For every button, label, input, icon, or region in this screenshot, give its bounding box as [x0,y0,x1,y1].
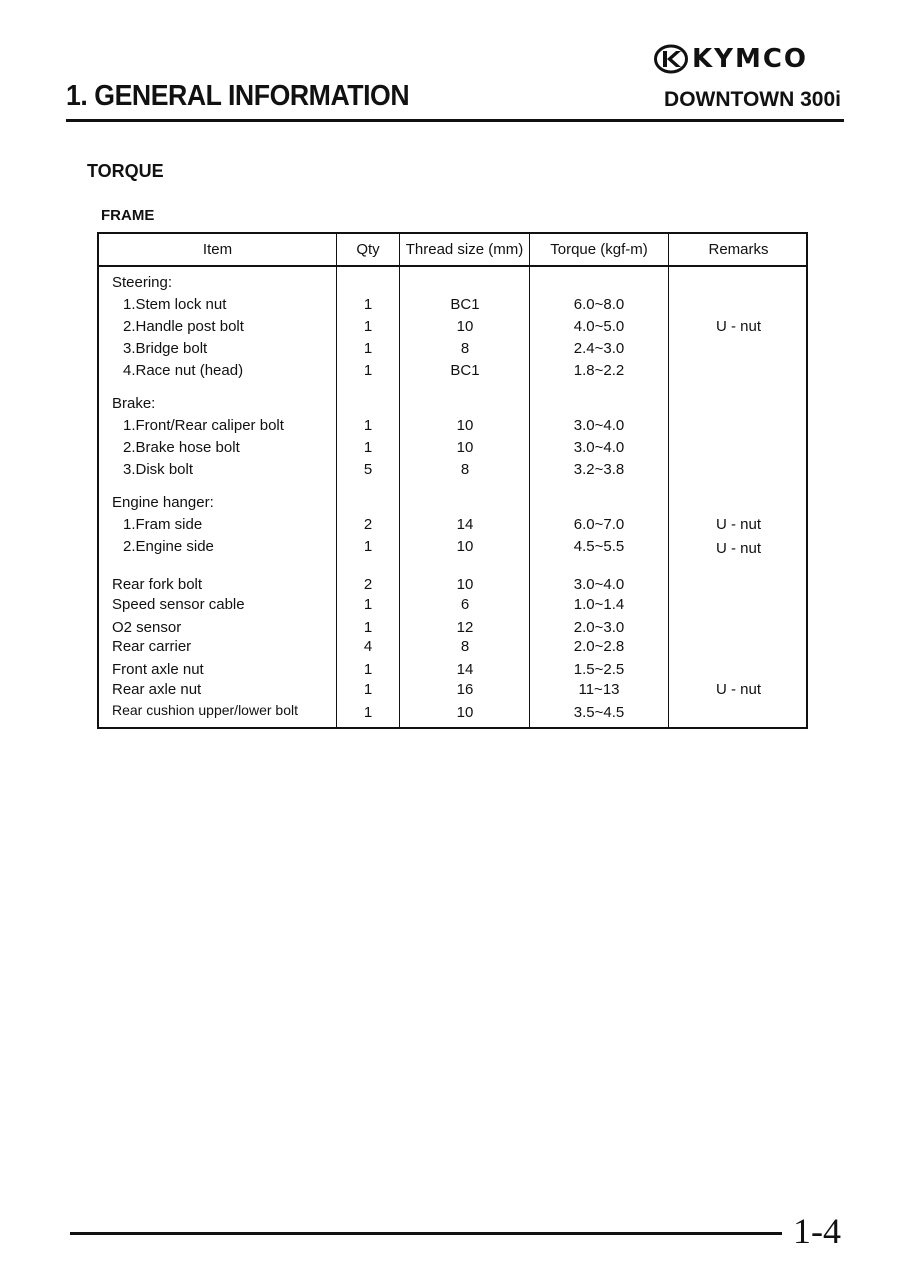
column-header-qty: Qty [356,241,380,258]
brand-name: KYMCO [692,44,809,74]
table-cell-remarks: U - nut [715,516,761,533]
column-header-thread-size: Thread size (mm) [405,241,524,258]
table-cell-torque: 6.0~8.0 [573,296,625,313]
table-cell-thread: BC1 [450,296,480,313]
column-header-item: Item [202,241,233,258]
table-cell-thread: 10 [456,439,474,456]
table-cell-qty: 1 [363,340,373,357]
table-cell-torque: 3.0~4.0 [573,417,625,434]
table-cell-thread: 12 [456,619,474,636]
table-cell-qty: 2 [363,576,373,593]
table-cell-item: Rear fork bolt [112,576,203,593]
column-header-torque: Torque (kgf-m) [550,241,648,258]
table-cell-torque: 2.4~3.0 [573,340,625,357]
chapter-title: 1. GENERAL INFORMATION [66,80,410,112]
brand-logo [654,42,844,76]
table-cell-torque: 1.0~1.4 [573,596,625,613]
table-cell-item: Front axle nut [112,661,204,678]
table-cell-qty: 1 [363,318,373,335]
table-cell-torque: 3.0~4.0 [573,439,625,456]
table-cell-torque: 2.0~3.0 [573,619,625,636]
table-cell-item: Rear axle nut [112,681,202,698]
model-name: DOWNTOWN 300i [664,88,841,111]
table-cell-qty: 4 [363,638,373,655]
table-cell-item: 3.Disk bolt [123,461,194,478]
table-cell-torque: 11~13 [578,681,620,698]
column-header-remarks: Remarks [708,241,769,258]
table-cell-remarks: U - nut [715,540,761,557]
table-cell-qty: 1 [363,619,373,636]
group-label-steering: Steering: [112,274,173,291]
table-cell-item: 2.Brake hose bolt [123,439,240,456]
table-cell-torque: 4.5~5.5 [573,538,625,555]
table-cell-qty: 1 [363,439,373,456]
section-title: TORQUE [87,161,164,181]
table-cell-item: 1.Fram side [123,516,203,533]
table-cell-torque: 4.0~5.0 [573,318,625,335]
table-cell-torque: 1.5~2.5 [573,661,625,678]
table-cell-item: 2.Engine side [123,538,214,555]
table-cell-qty: 1 [363,362,373,379]
table-cell-item: Speed sensor cable [112,596,245,613]
table-cell-torque: 3.5~4.5 [573,704,625,721]
table-cell-thread: 8 [460,461,470,478]
page-number: 1-4 [793,1211,841,1251]
table-cell-qty: 1 [363,704,373,721]
table-cell-thread: 14 [456,661,474,678]
table-cell-thread: 6 [460,596,470,613]
table-cell-qty: 1 [363,596,373,613]
table-cell-qty: 1 [363,417,373,434]
header-row-divider [99,265,806,267]
torque-table [97,232,808,729]
table-cell-thread: 10 [456,417,474,434]
table-cell-remarks: U - nut [715,681,761,698]
table-cell-qty: 1 [363,538,373,555]
table-cell-qty: 1 [363,681,373,698]
table-cell-item: 1.Front/Rear caliper bolt [123,417,284,434]
table-cell-qty: 5 [363,461,373,478]
table-cell-qty: 1 [363,661,373,678]
table-cell-torque: 1.8~2.2 [573,362,625,379]
group-label-engine-hanger: Engine hanger: [112,494,214,511]
column-divider [668,234,669,727]
table-cell-thread: 14 [456,516,474,533]
footer-divider [70,1232,782,1235]
table-cell-item: Rear carrier [112,638,192,655]
table-cell-thread: 10 [456,704,474,721]
table-cell-thread: 10 [456,538,474,555]
table-cell-qty: 2 [363,516,373,533]
table-cell-torque: 3.0~4.0 [573,576,625,593]
table-cell-item: 2.Handle post bolt [123,318,244,335]
table-cell-item: Rear cushion upper/lower bolt [112,702,298,718]
table-cell-item: 1.Stem lock nut [123,296,227,313]
table-cell-thread: 8 [460,638,470,655]
subsection-title: FRAME [101,207,155,224]
table-cell-thread: 10 [456,576,474,593]
table-cell-thread: 8 [460,340,470,357]
table-cell-thread: 16 [456,681,474,698]
table-cell-torque: 6.0~7.0 [573,516,625,533]
table-cell-item: 3.Bridge bolt [123,340,208,357]
table-cell-torque: 2.0~2.8 [573,638,625,655]
table-cell-item: 4.Race nut (head) [123,362,244,379]
kymco-emblem-icon [654,44,688,74]
group-label-brake: Brake: [112,395,156,412]
table-cell-thread: 10 [456,318,474,335]
table-cell-remarks: U - nut [715,318,761,335]
table-cell-torque: 3.2~3.8 [573,461,625,478]
table-cell-qty: 1 [363,296,373,313]
table-cell-thread: BC1 [450,362,480,379]
header-divider [66,119,844,122]
table-cell-item: O2 sensor [112,619,182,636]
